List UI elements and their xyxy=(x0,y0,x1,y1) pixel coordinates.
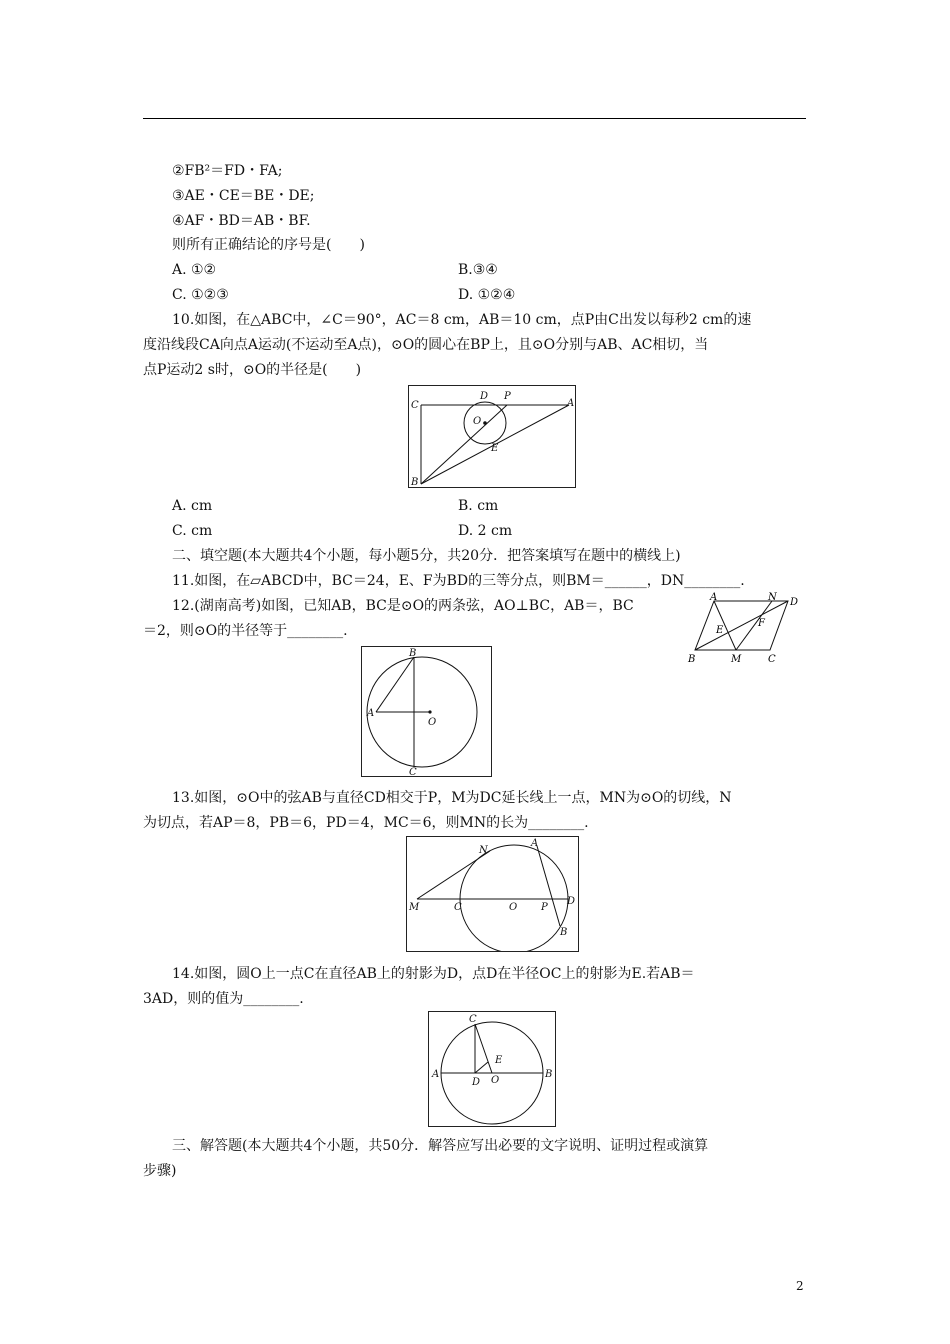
label-p: P xyxy=(541,902,548,913)
q13-figure xyxy=(406,836,579,952)
label-p: P xyxy=(504,391,511,402)
q9-statement-3: ③AE・CE＝BE・DE; xyxy=(172,188,315,204)
label-b: B xyxy=(688,654,696,665)
q12-line-2: ＝2，则⊙O的半径等于________. xyxy=(143,623,348,639)
q10-option-b: B. cm xyxy=(458,498,499,514)
q12-figure xyxy=(361,646,492,777)
label-b: B xyxy=(411,477,419,487)
q9-question: 则所有正确结论的序号是( ) xyxy=(172,237,365,253)
label-d: D xyxy=(480,391,489,402)
page-number: 2 xyxy=(796,1279,804,1293)
q13-diagram xyxy=(407,837,578,951)
center-o xyxy=(428,710,431,713)
q10-option-c: C. cm xyxy=(172,523,213,539)
chord-ab xyxy=(376,657,414,712)
label-n: N xyxy=(479,845,488,856)
label-b: B xyxy=(545,1069,553,1080)
label-a: A xyxy=(567,398,575,409)
tangent-mn xyxy=(417,851,490,899)
q14-diagram xyxy=(429,1012,555,1126)
q12-diagram xyxy=(362,647,491,776)
label-c: C xyxy=(469,1014,477,1025)
section-3-heading-cont: 步骤) xyxy=(143,1163,177,1179)
label-o: O xyxy=(473,416,482,427)
q10-diagram xyxy=(409,386,575,487)
q14-figure xyxy=(428,1011,556,1127)
q10-line-1: 10.如图，在△ABC中，∠C＝90°，AC＝8 cm，AB＝10 cm，点P由C出发以每秒2 cm的速 xyxy=(172,312,752,328)
q9-option-b: B.③④ xyxy=(458,262,498,278)
label-c: C xyxy=(768,654,776,665)
q14-line-1: 14.如图，圆O上一点C在直径AB上的射影为D，点D在半径OC上的射影为E.若AB＝ xyxy=(172,966,695,982)
label-m: M xyxy=(731,654,742,665)
q10-option-a: A. cm xyxy=(172,498,213,514)
label-a: A xyxy=(531,838,539,849)
q9-option-c: C. ①②③ xyxy=(172,287,229,303)
q9-option-a: A. ①② xyxy=(172,262,217,278)
label-b: B xyxy=(560,927,568,938)
label-o: O xyxy=(428,717,437,728)
label-e: E xyxy=(495,1055,503,1066)
q10-line-3: 点P运动2 s时，⊙O的半径是( ) xyxy=(143,362,362,378)
q9-statement-4: ④AF・BD＝AB・BF. xyxy=(172,213,311,229)
label-d: D xyxy=(790,597,799,608)
label-e: E xyxy=(716,625,724,636)
q10-line-2: 度沿线段CA向点A运动(不运动至A点)，⊙O的圆心在BP上，且⊙O分别与AB、AC相切，当 xyxy=(143,337,709,353)
section-2-heading: 二、填空题(本大题共4个小题，每小题5分，共20分．把答案填写在题中的横线上) xyxy=(172,548,681,564)
q10-figure xyxy=(408,385,576,488)
label-a: A xyxy=(710,592,718,603)
label-e: E xyxy=(491,443,499,454)
q11-line-1: 11.如图，在▱ABCD中，BC＝24，E、F为BD的三等分点，则BM＝______，DN________. xyxy=(172,573,745,589)
q9-option-d: D. ①②④ xyxy=(458,287,516,303)
label-c: C xyxy=(454,902,462,913)
q12-line-1: 12.(湖南高考)如图，已知AB，BC是⊙O的两条弦，AO⊥BC，AB＝，BC xyxy=(172,598,634,614)
label-o: O xyxy=(491,1075,500,1086)
label-c: C xyxy=(409,767,417,776)
center-o xyxy=(483,421,487,425)
q14-line-2: 3AD，则的值为________. xyxy=(143,991,304,1007)
label-m: M xyxy=(409,902,420,913)
q11-parallelogram-figure xyxy=(684,590,806,666)
label-n: N xyxy=(768,592,777,603)
label-o: O xyxy=(509,902,518,913)
label-f: F xyxy=(758,618,765,629)
label-d: D xyxy=(472,1077,481,1088)
label-b: B xyxy=(409,648,417,659)
label-c: C xyxy=(411,400,419,411)
label-d: D xyxy=(567,896,576,907)
q9-statement-2: ②FB²＝FD・FA; xyxy=(172,163,283,179)
section-3-heading: 三、解答题(本大题共4个小题，共50分．解答应写出必要的文字说明、证明过程或演算 xyxy=(172,1138,709,1154)
label-a: A xyxy=(367,708,375,719)
label-a: A xyxy=(432,1069,440,1080)
q13-line-2: 为切点，若AP＝8，PB＝6，PD＝4，MC＝6，则MN的长为________. xyxy=(143,815,589,831)
segment-de xyxy=(475,1062,488,1073)
header-rule xyxy=(143,118,806,119)
q10-option-d: D. 2 cm xyxy=(458,523,513,539)
q13-line-1: 13.如图，⊙O中的弦AB与直径CD相交于P，M为DC延长线上一点，MN为⊙O的切线，N xyxy=(172,790,732,806)
